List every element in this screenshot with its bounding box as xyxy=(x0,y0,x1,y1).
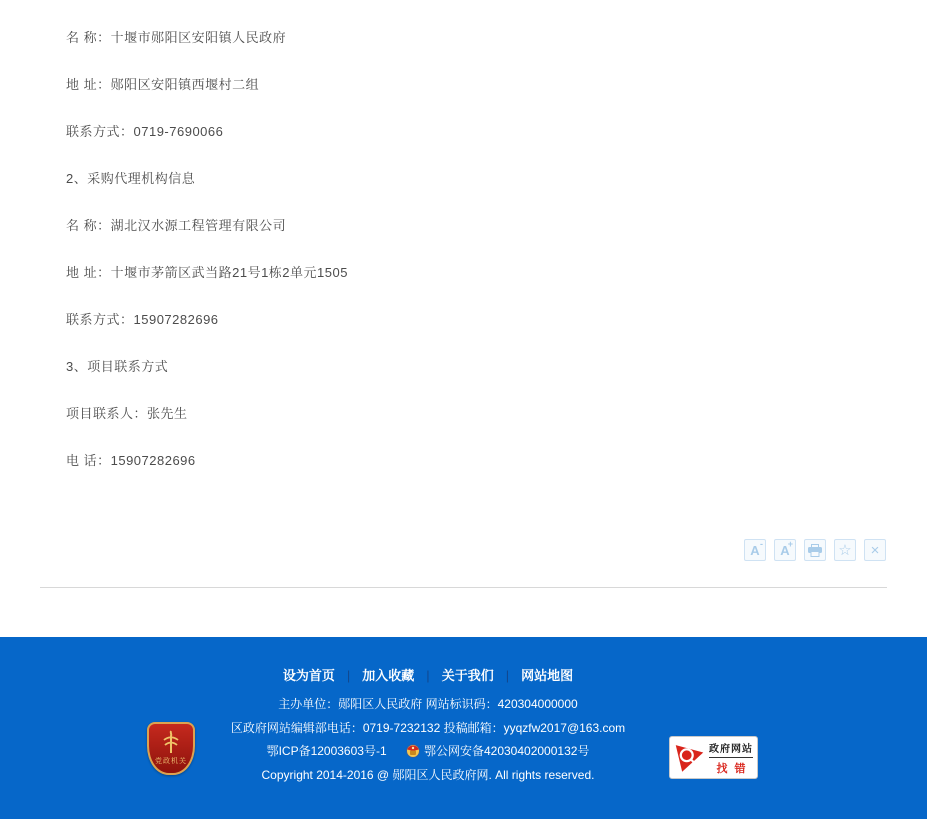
site-error-widget[interactable] xyxy=(669,736,758,779)
site-footer xyxy=(0,637,927,819)
police-registration-link[interactable] xyxy=(406,740,589,764)
emblem-shield xyxy=(147,722,195,775)
magnifier-flag-icon xyxy=(673,741,706,775)
content-line-name-2: 名 称：湖北汉水源工程管理有限公司 xyxy=(66,218,287,233)
print-icon xyxy=(808,544,822,557)
close-button[interactable] xyxy=(864,539,886,561)
content-heading-project-contact: 3、项目联系方式 xyxy=(66,359,169,374)
icp-license-link[interactable]: 鄂ICP备12003603号-1 xyxy=(266,744,387,758)
separator: | xyxy=(426,668,430,683)
footer-link-set-home[interactable]: 设为首页 xyxy=(282,668,335,683)
font-increase-button[interactable] xyxy=(774,539,796,561)
footer-copyright: Copyright 2014-2016 @ 郧阳区人民政府网. All rights reserved. xyxy=(261,767,595,782)
print-button[interactable] xyxy=(804,539,826,561)
content-line-contact-person: 项目联系人：张先生 xyxy=(66,406,188,421)
content-line-address-1: 地 址：郧阳区安阳镇西堰村二组 xyxy=(66,77,260,92)
font-increase-sign: + xyxy=(787,539,793,549)
footer-link-site-map[interactable]: 网站地图 xyxy=(521,668,574,683)
separator: | xyxy=(505,668,510,683)
favorite-button[interactable] xyxy=(834,539,856,561)
content-heading-agency: 2、采购代理机构信息 xyxy=(66,171,196,186)
content-line-contact-2: 联系方式：15907282696 xyxy=(66,312,219,327)
content-divider xyxy=(40,587,887,588)
font-increase-icon: A xyxy=(780,542,790,558)
emblem-icon xyxy=(160,729,182,757)
footer-contact-line: 区政府网站编辑部电话：0719-7232132 投稿邮箱：yyqzfw2017@163.com xyxy=(230,720,626,735)
footer-link-add-favorite[interactable]: 加入收藏 xyxy=(362,668,415,683)
font-decrease-button[interactable] xyxy=(744,539,766,561)
font-decrease-icon: A xyxy=(750,542,760,558)
gov-org-emblem-badge[interactable] xyxy=(147,722,195,775)
police-registration-label: 鄂公网安备42030402000132号 xyxy=(423,744,590,759)
star-icon: ☆ xyxy=(838,541,852,559)
footer-nav xyxy=(0,637,856,681)
separator: | xyxy=(346,668,351,683)
error-widget-text xyxy=(709,740,753,776)
close-icon: × xyxy=(870,541,880,559)
footer-host-line: 主办单位：郧阳区人民政府 网站标识码：420304000000 xyxy=(278,697,578,711)
error-widget-title: 政府网站 xyxy=(709,740,753,758)
content-line-address-2: 地 址：十堰市茅箭区武当路21号1栋2单元1505 xyxy=(66,265,348,280)
error-widget-action: 找错 xyxy=(716,762,753,775)
emblem-label: 党政机关 xyxy=(155,758,187,765)
content-line-contact-1: 联系方式：0719-7690066 xyxy=(66,124,224,139)
font-decrease-sign: - xyxy=(760,539,763,549)
article-toolbar xyxy=(744,539,886,561)
content-line-name-1: 名 称：十堰市郧阳区安阳镇人民政府 xyxy=(66,30,287,45)
content-line-phone: 电 话：15907282696 xyxy=(66,453,196,468)
footer-link-about-us[interactable]: 关于我们 xyxy=(441,668,494,683)
police-badge-icon xyxy=(406,744,420,759)
